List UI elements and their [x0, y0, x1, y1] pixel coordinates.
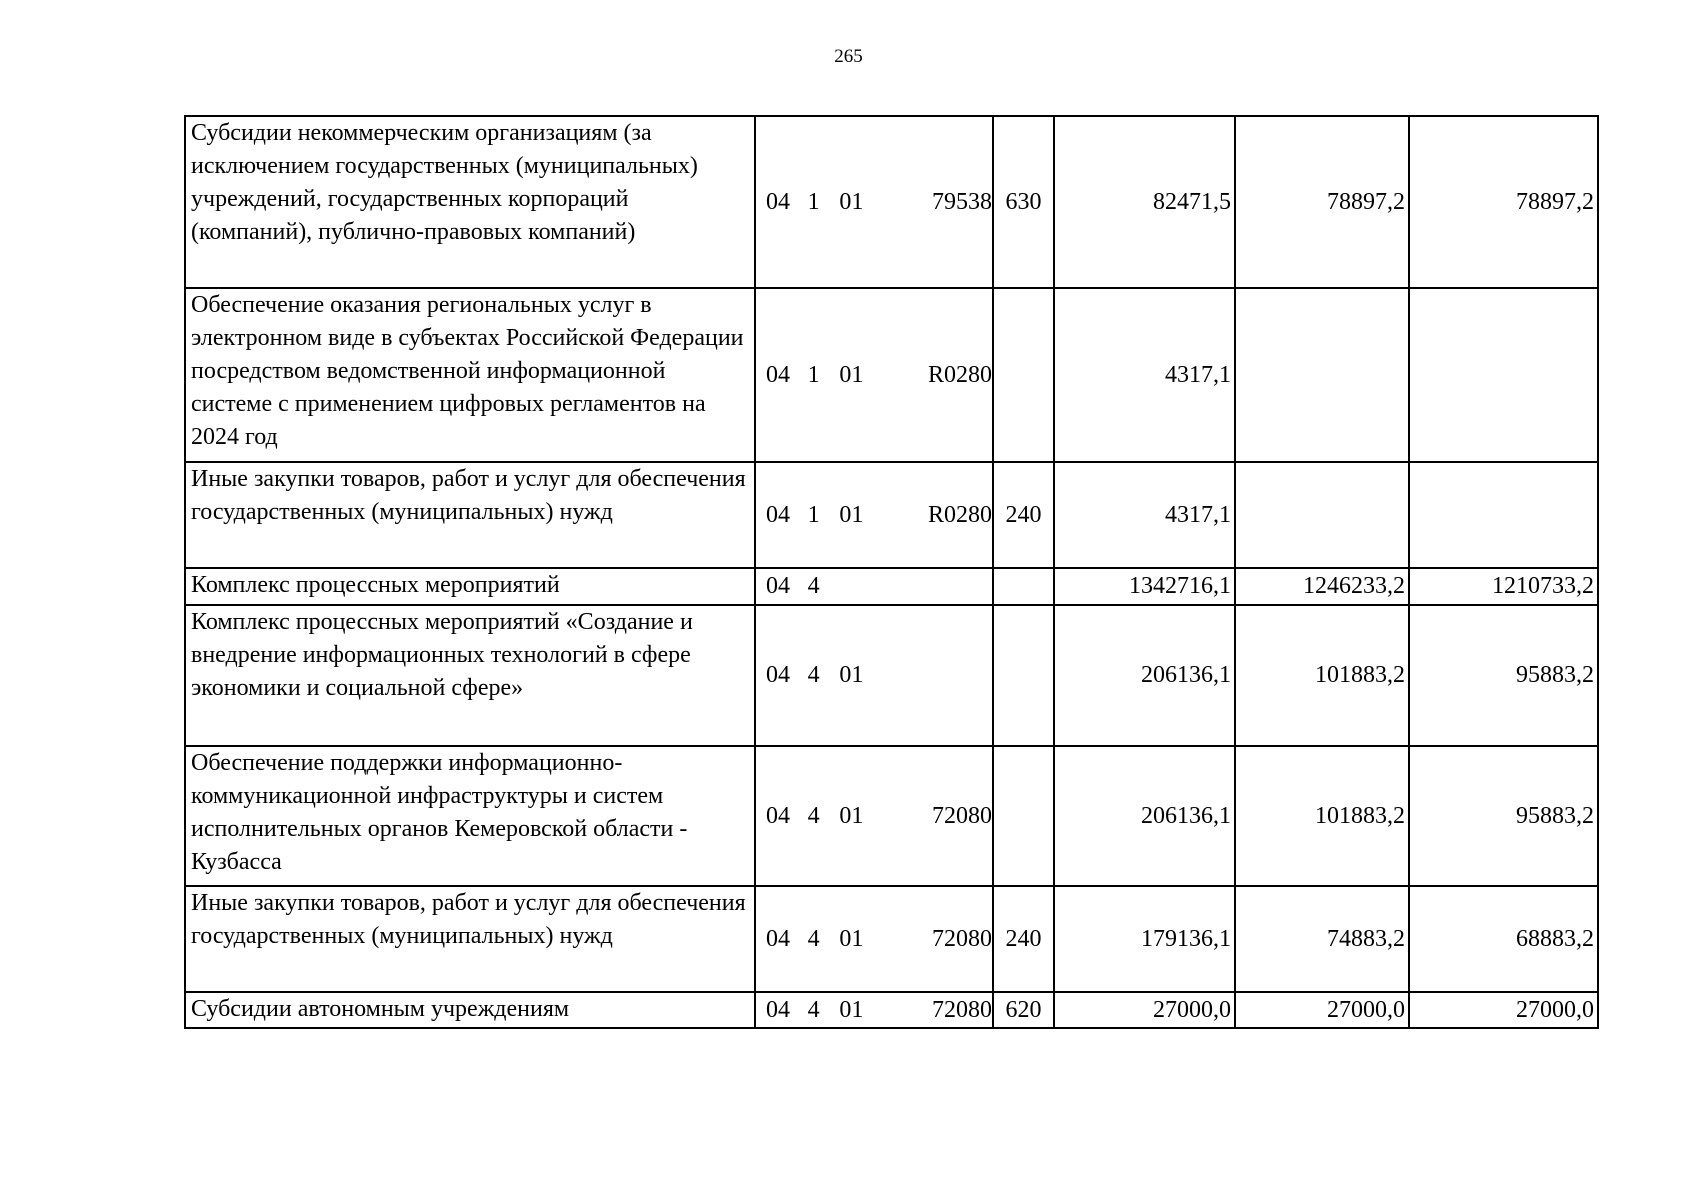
amount-year-1: 206136,1 [1054, 605, 1235, 746]
amount-year-2: 78897,2 [1235, 116, 1409, 288]
row-name: Комплекс процессных мероприятий «Создание и внедрение информационных технологий в сфере экономики и социальной сфере» [185, 605, 755, 746]
amount-year-3: 95883,2 [1409, 605, 1598, 746]
code-target: R0280 [927, 361, 992, 388]
row-name: Обеспечение поддержки информационно-коммуникационной инфраструктуры и систем исполнительных органов Кемеровской области - Кузбасса [185, 746, 755, 886]
table-row [185, 462, 1598, 568]
amount-year-3: 68883,2 [1409, 886, 1598, 992]
program-code [755, 288, 993, 462]
amount-year-1: 4317,1 [1054, 288, 1235, 462]
code-section: 04 [766, 925, 790, 952]
page-number: 265 [834, 46, 863, 67]
program-code [755, 116, 993, 288]
amount-year-2 [1235, 288, 1409, 462]
code-item: 01 [839, 361, 864, 388]
amount-year-2: 101883,2 [1235, 746, 1409, 886]
program-code [755, 886, 993, 992]
code-subprogram: 4 [807, 573, 820, 599]
row-name: Иные закупки товаров, работ и услуг для обеспечения государственных (муниципальных) нужд [185, 462, 755, 568]
amount-year-2: 1246233,2 [1235, 568, 1409, 605]
amount-year-1: 206136,1 [1054, 746, 1235, 886]
amount-year-3 [1409, 462, 1598, 568]
code-section: 04 [766, 662, 790, 688]
code-section: 04 [766, 802, 790, 829]
amount-year-1: 82471,5 [1054, 116, 1235, 288]
amount-year-2 [1235, 462, 1409, 568]
expense-type [993, 746, 1054, 886]
program-code [755, 992, 993, 1028]
table-row [185, 605, 1598, 746]
expense-type: 630 [993, 116, 1054, 288]
amount-year-1: 179136,1 [1054, 886, 1235, 992]
code-target: 72080 [932, 925, 992, 952]
code-item: 01 [839, 662, 864, 688]
code-subprogram: 1 [807, 188, 820, 215]
program-code [755, 746, 993, 886]
table-row [185, 568, 1598, 605]
expense-type [993, 568, 1054, 605]
amount-year-3: 95883,2 [1409, 746, 1598, 886]
code-target: 79538 [932, 188, 992, 215]
table-row [185, 746, 1598, 886]
table-row [185, 992, 1598, 1028]
program-code [755, 568, 993, 605]
code-section: 04 [766, 501, 790, 528]
code-subprogram: 4 [807, 802, 820, 829]
row-name: Обеспечение оказания региональных услуг в электронном виде в субъектах Российской Федерации посредством ведомственной информационной системе с применением цифровых регламентов на 2024 год [185, 288, 755, 462]
table-row [185, 116, 1598, 288]
budget-table [184, 115, 1599, 1029]
amount-year-3: 27000,0 [1409, 992, 1598, 1028]
amount-year-3: 1210733,2 [1409, 568, 1598, 605]
code-target: 72080 [932, 996, 992, 1023]
expense-type: 240 [993, 462, 1054, 568]
code-target: 72080 [932, 802, 992, 829]
code-section: 04 [766, 996, 790, 1023]
program-code [755, 462, 993, 568]
code-item: 01 [839, 501, 864, 528]
code-item: 01 [839, 996, 864, 1023]
amount-year-3: 78897,2 [1409, 116, 1598, 288]
amount-year-1: 4317,1 [1054, 462, 1235, 568]
row-name: Субсидии автономным учреждениям [185, 992, 755, 1028]
code-item: 01 [839, 802, 864, 829]
program-code [755, 605, 993, 746]
expense-type [993, 288, 1054, 462]
amount-year-3 [1409, 288, 1598, 462]
row-name: Комплекс процессных мероприятий [185, 568, 755, 605]
amount-year-2: 27000,0 [1235, 992, 1409, 1028]
code-subprogram: 1 [807, 361, 820, 388]
expense-type: 620 [993, 992, 1054, 1028]
code-subprogram: 4 [807, 996, 820, 1023]
code-target: R0280 [927, 501, 992, 528]
code-section: 04 [766, 573, 790, 599]
amount-year-2: 101883,2 [1235, 605, 1409, 746]
code-item: 01 [839, 925, 864, 952]
amount-year-1: 27000,0 [1054, 992, 1235, 1028]
amount-year-1: 1342716,1 [1054, 568, 1235, 605]
row-name: Субсидии некоммерческим организациям (за исключением государственных (муниципальных) учреждений, государственных корпораций (компаний), публично-правовых компаний) [185, 116, 755, 288]
row-name: Иные закупки товаров, работ и услуг для обеспечения государственных (муниципальных) нужд [185, 886, 755, 992]
code-item: 01 [839, 188, 864, 215]
expense-type [993, 605, 1054, 746]
table-row [185, 886, 1598, 992]
code-subprogram: 4 [807, 662, 820, 688]
code-subprogram: 1 [807, 501, 820, 528]
expense-type: 240 [993, 886, 1054, 992]
code-section: 04 [766, 188, 790, 215]
code-subprogram: 4 [807, 925, 820, 952]
code-section: 04 [766, 361, 790, 388]
table-row [185, 288, 1598, 462]
amount-year-2: 74883,2 [1235, 886, 1409, 992]
